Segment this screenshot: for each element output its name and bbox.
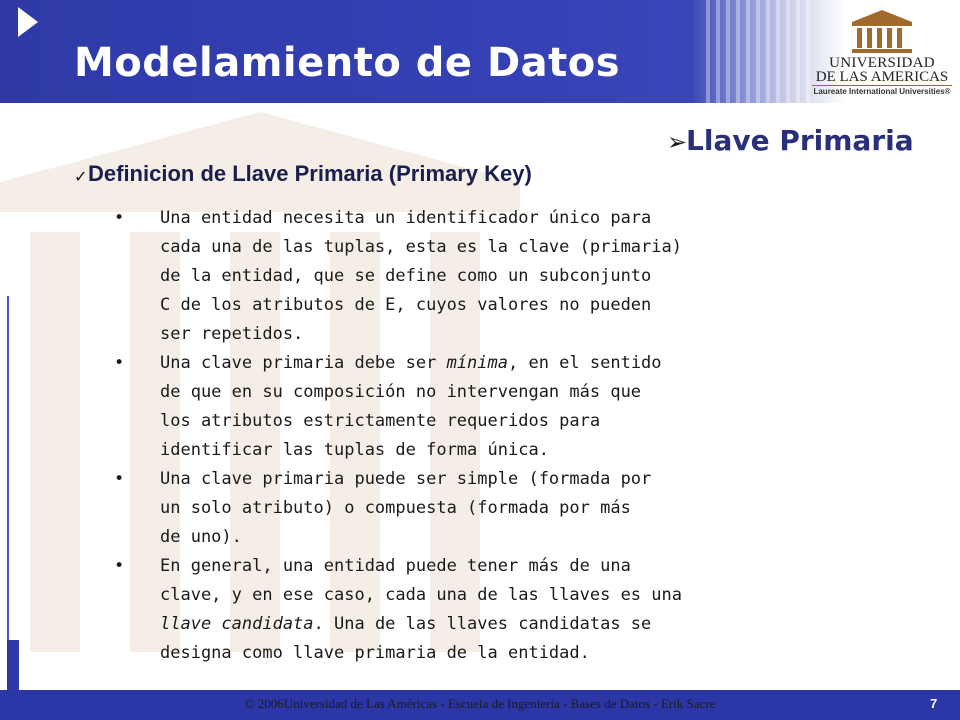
- bullet-text: Una clave primaria puede ser simple (formada por un solo atributo) o compuesta (formada por más de uno).: [160, 469, 652, 547]
- logo-line-de-las-americas: DE LAS AMERICAS: [815, 69, 949, 85]
- left-accent-block: [7, 640, 19, 690]
- bullet-text: Una entidad necesita un identificador único para cada una de las tuplas, esta es la clave (primaria) de la entidad, que se define como un subconjunto C de los atributos de E, cuyos valores no pueden ser repetidos.: [160, 208, 682, 344]
- section-title: Llave Primaria: [686, 124, 914, 157]
- list-item: [114, 465, 714, 552]
- arrow-bullet-icon: ➢: [667, 128, 688, 156]
- logo-line-universidad: UNIVERSIDAD: [829, 55, 935, 71]
- logo-line-laureate: Laureate International Universities®: [813, 87, 951, 96]
- subsection-title: Definicion de Llave Primaria (Primary Key): [88, 161, 532, 186]
- play-icon: [18, 7, 38, 37]
- university-logo: [812, 8, 952, 96]
- header-stripes: [700, 0, 810, 103]
- list-item: [114, 552, 714, 668]
- bullet-dot-icon: •: [114, 208, 125, 228]
- list-item: [114, 349, 714, 465]
- bullet-text: Una clave primaria debe ser mínima, en el sentido de que en su composición no intervengan más que los atributos estrictamente requeridos para identificar las tuplas de forma única.: [160, 353, 662, 460]
- footer-copyright: © 2006Universidad de Las Américas - Escuela de Ingeniería - Bases de Datos - Erik Sacre: [244, 696, 716, 711]
- page-number: 7: [930, 696, 938, 711]
- bullet-dot-icon: •: [114, 469, 125, 489]
- footer-bar: [0, 690, 960, 720]
- building-logo-icon: [812, 8, 952, 56]
- page-title: Modelamiento de Datos: [74, 40, 621, 86]
- checkmark-icon: ✓: [74, 167, 88, 186]
- logo-divider: [812, 85, 952, 86]
- bullet-dot-icon: •: [114, 556, 125, 576]
- list-item: [114, 204, 714, 349]
- bullet-dot-icon: •: [114, 353, 125, 373]
- bullet-list: [114, 204, 714, 668]
- left-vertical-rule: [7, 296, 9, 641]
- bullet-text: En general, una entidad puede tener más de una clave, y en ese caso, cada una de las llaves es una llave candidata. Una de las llaves candidatas se designa como llave primaria de la entidad.: [160, 556, 682, 663]
